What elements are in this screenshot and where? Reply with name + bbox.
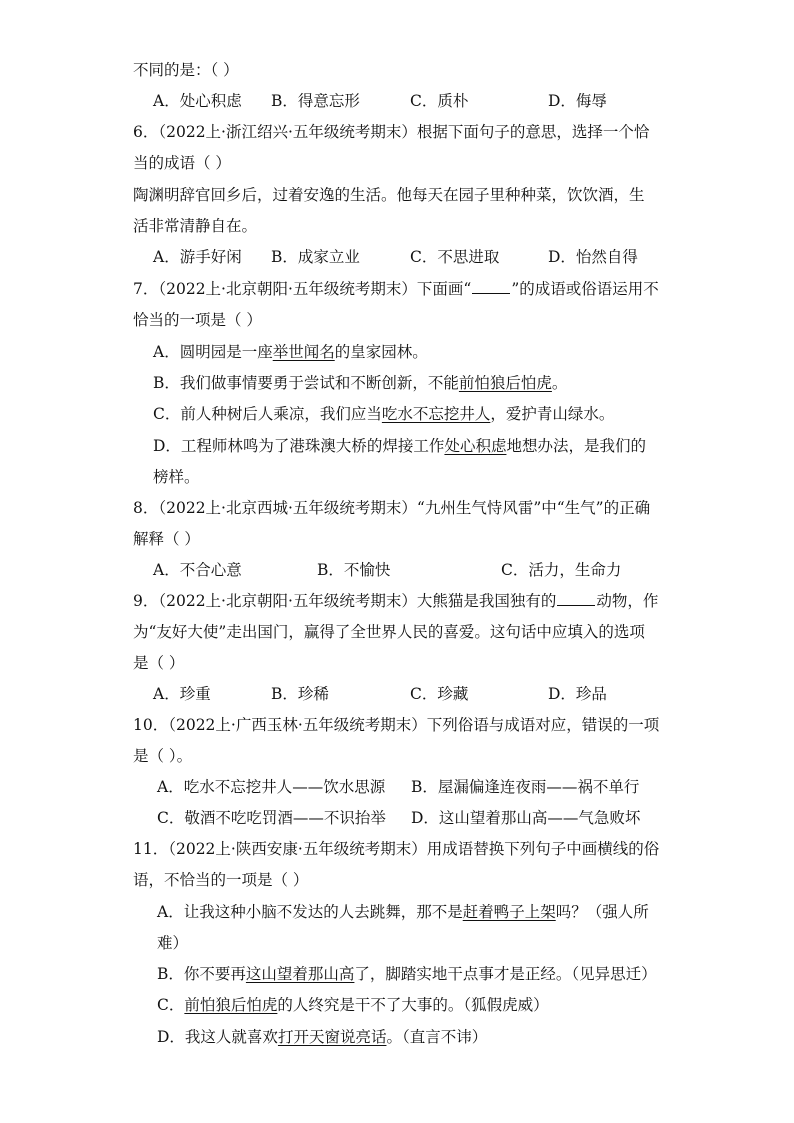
q7-option-a-post: 的皇家园林。	[334, 343, 428, 361]
q11-stem-line1: 11．（2022上·陕西安康·五年级统考期末）用成语替换下列句子中画横线的俗	[133, 840, 660, 858]
q7-option-c	[153, 402, 614, 426]
q5-option-d: D．侮辱	[548, 92, 607, 110]
q6-options	[153, 245, 653, 269]
q11-option-d-underlined: 打开天窗说亮话	[277, 1028, 387, 1046]
q5-stem-tail: 不同的是：（ ）	[133, 61, 239, 79]
q6-stem-line2: 当的成语（ ）	[133, 154, 231, 172]
q9-option-a: A．珍重	[153, 685, 211, 703]
q11-option-b-underlined: 这山望着那山高	[245, 965, 355, 983]
q7-option-b-pre: B．我们做事情要勇于尝试和不断创新，不能	[153, 374, 459, 392]
q9-fill-blank	[557, 589, 595, 606]
q7-option-d-line2: 榜样。	[153, 468, 200, 486]
q7-stem-line1	[133, 277, 659, 301]
q7-option-d	[153, 434, 646, 458]
q10-option-d: D．这山望着那山高——气急败坏	[411, 809, 641, 827]
q5-option-b: B．得意忘形	[271, 92, 360, 110]
q10-option-a: A．吃水不忘挖井人——饮水思源	[157, 778, 386, 796]
q11-option-a-line2: 难）	[157, 934, 189, 952]
q10-option-c: C．敬酒不吃吃罚酒——不识抬举	[157, 809, 386, 827]
q9-stem-post: 动物，作	[596, 592, 659, 610]
q11-option-c	[157, 993, 549, 1017]
q8-option-a: A．不合心意	[153, 561, 242, 579]
q11-option-c-pre: C．	[157, 996, 185, 1014]
q11-option-a-underlined: 赶着鸭子上架	[462, 903, 556, 921]
q6-option-b: B．成家立业	[271, 248, 360, 266]
q7-option-b	[153, 371, 567, 395]
q10-option-b: B．屋漏偏逢连夜雨——祸不单行	[411, 778, 640, 796]
q5-options	[153, 89, 653, 113]
q8-stem-line2: 解释（ ）	[133, 530, 200, 548]
q7-stem-post: ”的成语或俗语运用不	[511, 280, 659, 298]
q7-stem-pre: 7．（2022上·北京朝阳·五年级统考期末）下面画“	[133, 280, 472, 298]
q7-option-c-post: ，爱护青山绿水。	[490, 405, 615, 423]
q11-option-c-post: 的人终究是干不了大事的。（狐假虎威）	[277, 996, 549, 1014]
q11-option-d-post: 。（直言不讳）	[386, 1028, 488, 1046]
q7-option-a-underlined: 举世闻名	[272, 343, 335, 361]
q7-option-c-underlined: 吃水不忘挖井人	[381, 405, 491, 423]
q8-options	[153, 558, 653, 582]
q11-option-a	[157, 900, 649, 924]
q11-option-d-pre: D．我这人就喜欢	[157, 1028, 278, 1046]
q10-stem-line1: 10．（2022上·广西玉林·五年级统考期末）下列俗语与成语对应，错误的一项	[133, 716, 660, 734]
q6-option-c: C．不思进取	[410, 248, 500, 266]
q11-option-a-pre: A．让我这种小脑不发达的人去跳舞，那不是	[157, 903, 463, 921]
q8-option-b: B．不愉快	[317, 561, 391, 579]
q11-option-a-post: 吗？（强人所	[555, 903, 649, 921]
q10-options-row2	[157, 806, 657, 830]
q9-option-d: D．珍品	[548, 685, 607, 703]
q6-stem-line1: 6．（2022上·浙江绍兴·五年级统考期末）根据下面句子的意思，选择一个恰	[133, 123, 650, 141]
q7-option-a-pre: A．圆明园是一座	[153, 343, 273, 361]
q9-option-c: C．珍藏	[410, 685, 469, 703]
q6-option-d: D．怡然自得	[548, 248, 638, 266]
q7-option-c-pre: C．前人种树后人乘凉，我们应当	[153, 405, 382, 423]
q10-stem-line2: 是（ ）。	[133, 747, 193, 765]
q7-option-a	[153, 340, 428, 364]
q6-passage-line1: 陶渊明辞官回乡后，过着安逸的生活。他每天在园子里种种菜，饮饮酒，生	[133, 186, 645, 204]
q11-option-b-post: 了，脚踏实地干点事才是正经。（见异思迁）	[354, 965, 657, 983]
q11-option-b	[157, 962, 657, 986]
q7-option-b-underlined: 前怕狼后怕虎	[458, 374, 552, 392]
q5-option-c: C．质朴	[410, 92, 469, 110]
q9-stem-line3: 是（ ）	[133, 654, 185, 672]
q11-stem-line2: 语，不恰当的一项是（ ）	[133, 871, 309, 889]
q9-stem-pre: 9．（2022上·北京朝阳·五年级统考期末）大熊猫是我国独有的	[133, 592, 557, 610]
q9-stem-line1	[133, 589, 658, 613]
q8-stem-line1: 8．（2022上·北京西城·五年级统考期末）“九州生气恃风雷”中“生气”的正确	[133, 499, 651, 517]
q8-option-c: C．活力，生命力	[501, 561, 622, 579]
q7-underline-sample	[472, 277, 510, 294]
q7-option-d-underlined: 处心积虑	[444, 437, 507, 455]
q9-option-b: B．珍稀	[271, 685, 329, 703]
q5-option-a: A．处心积虑	[153, 92, 242, 110]
q10-options-row1	[157, 775, 657, 799]
q7-stem-line2: 恰当的一项是（ ）	[133, 311, 262, 329]
q11-option-b-pre: B．你不要再	[157, 965, 246, 983]
q6-option-a: A．游手好闲	[153, 248, 242, 266]
q9-options	[153, 682, 653, 706]
q7-option-d-pre: D．工程师林鸣为了港珠澳大桥的焊接工作	[153, 437, 445, 455]
q11-option-c-underlined: 前怕狼后怕虎	[184, 996, 278, 1014]
q7-option-b-post: 。	[551, 374, 568, 392]
q6-passage-line2: 活非常清静自在。	[133, 217, 258, 235]
q11-option-d	[157, 1025, 487, 1049]
q9-stem-line2: 为“友好大使”走出国门，赢得了全世界人民的喜爱。这句话中应填入的选项	[133, 623, 645, 641]
q7-option-d-post: 地想办法，是我们的	[506, 437, 646, 455]
